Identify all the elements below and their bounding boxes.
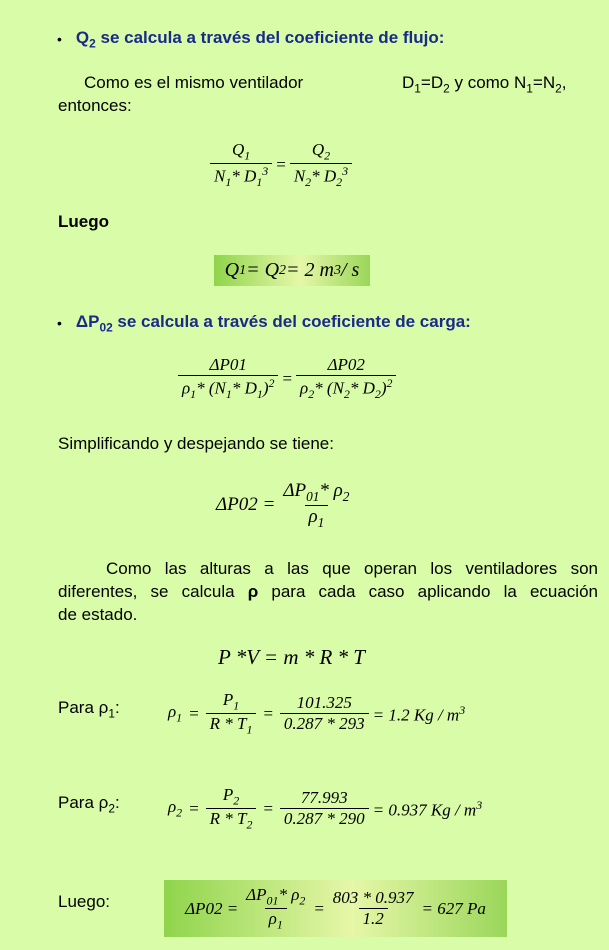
para2-line3: de estado. xyxy=(58,605,138,624)
final-frac1: $\frac{\Delta P_{01}* \rho_2}{\rho_1}$ xyxy=(246,884,306,932)
eq1-frac2: $\frac{Q_2}{N_2* D_2^3}$ xyxy=(290,140,352,190)
rho1-frac2: $\frac{101.325}{0.287 * 293}$ xyxy=(280,693,369,734)
equation-q-result: Q 1 = Q 2 = 2 m 3 / s xyxy=(214,255,370,286)
rho1-frac1: $\frac{P_1}{R * T_1}$ xyxy=(206,690,257,738)
equation-head-coefficient: $\frac{\Delta P01}{\rho_1* (N_1* D_1)^2}$ = $\frac{\Delta P02}{\rho_2* (N_2* D_2)^2}$ xyxy=(178,355,396,402)
rho2-frac1: $\frac{P_2}{R * T_2}$ xyxy=(206,785,257,833)
eq3-frac1: $\frac{\Delta P01}{\rho_1* (N_1* D_1)^2}$ xyxy=(178,355,278,402)
para2 xyxy=(58,557,598,626)
para1-line2: entonces: xyxy=(58,96,132,115)
rho1-label: Para $\rho_1$: xyxy=(58,698,120,721)
eq4-frac: $\frac{\Delta P_{01}* \rho_2}{\rho_1}$ xyxy=(283,480,350,530)
q2-heading: $Q_2$ se calcula a través del coeficiente de flujo: xyxy=(75,28,445,51)
eq3-frac2: $\frac{\Delta P02}{\rho_2* (N_2* D_2)^2}$ xyxy=(296,355,396,402)
bullet-dot: • xyxy=(57,315,62,332)
simplificando-text: Simplificando y despejando se tiene: xyxy=(58,434,334,453)
bullet-dp02 xyxy=(57,312,471,334)
equation-state: P *V = m * R * T xyxy=(218,645,365,669)
rho2-frac2: $\frac{77.993}{0.287 * 290}$ xyxy=(280,788,369,829)
final-frac2: $\frac{803 * 0.937}{1.2}$ xyxy=(332,888,414,928)
equation-rho1: $\rho_1$ = $\frac{P_1}{R * T_1}$ = $\frac{101.325}{0.287 * 293}$ = 1.2 Kg / $m^3$ xyxy=(168,690,466,737)
para1-line1-right: $D_1=D_2$ y como $N_1=N_2$, xyxy=(402,73,567,96)
para1-line1-left: Como es el mismo ventilador xyxy=(84,73,304,92)
equation-final-result: ΔP02 = $\frac{\Delta P_{01}* \rho_2}{\rho_1}$ = $\frac{803 * 0.937}{1.2}$ = 627 Pa xyxy=(164,880,507,937)
final-label: Luego: xyxy=(58,892,110,911)
bullet-q2 xyxy=(57,28,444,50)
equation-rho2: $\rho_2$ = $\frac{P_2}{R * T_2}$ = $\frac{77.993}{0.287 * 290}$ = 0.937 Kg / $m^3$ xyxy=(168,785,483,832)
luego-label: Luego xyxy=(58,212,109,231)
para2-line2: diferentes, se calcula ρ para cada caso aplicando la ecuación xyxy=(58,582,598,601)
para2-line1: Como las alturas a las que operan los ventiladores son xyxy=(106,559,598,578)
rho2-label: Para $\rho_2$: xyxy=(58,793,120,816)
eq1-frac1: $\frac{Q_1}{N_1* D_1^3}$ xyxy=(210,140,272,190)
bullet-dot: • xyxy=(57,31,62,48)
equation-flow-coefficient: $\frac{Q_1}{N_1* D_1^3}$ = $\frac{Q_2}{N_2* D_2^3}$ xyxy=(210,140,352,190)
equation-dp02: ΔP02 = $\frac{\Delta P_{01}* \rho_2}{\rho_1}$ xyxy=(216,480,353,531)
dp02-heading: $\Delta P_{02}$ se calcula a través del coeficiente de carga: xyxy=(75,312,471,335)
